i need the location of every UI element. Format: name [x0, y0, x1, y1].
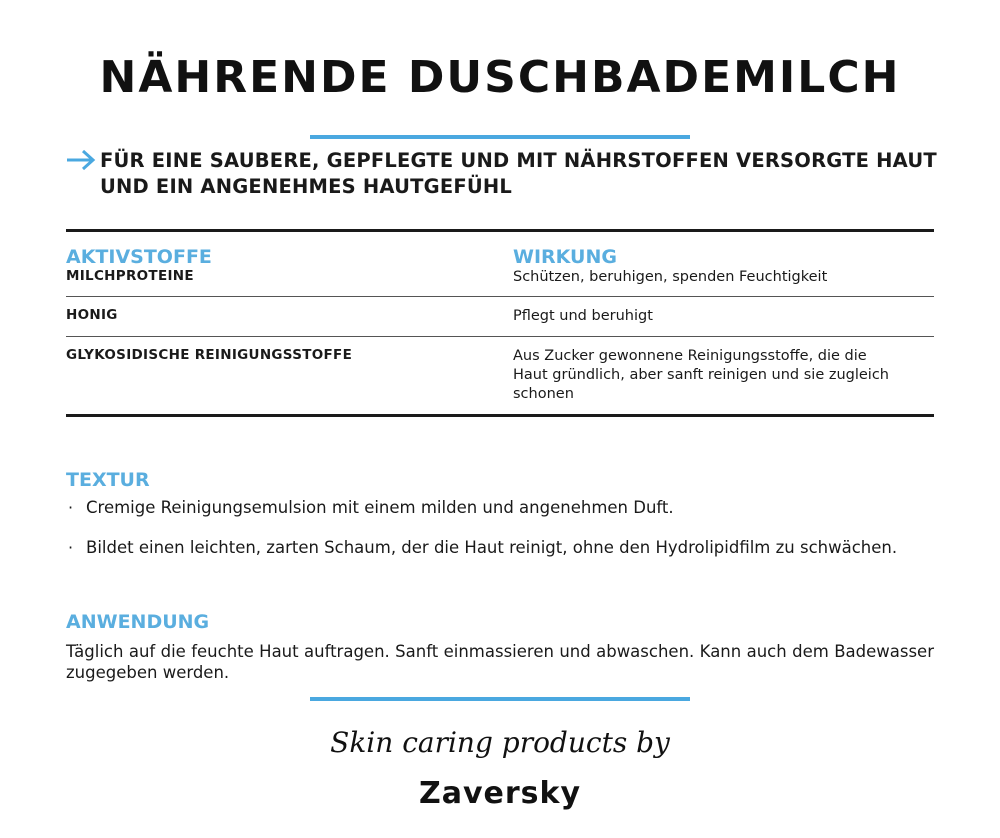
- bottom-divider: [310, 697, 690, 701]
- texture-item-text: Bildet einen leichten, zarten Schaum, der die Haut reinigt, ohne den Hydrolipidfilm zu schwächen.: [86, 538, 898, 557]
- ingredient-effect: Aus Zucker gewonnene Reinigungsstoffe, die die Haut gründlich, aber sanft reinigen und sie zugleich schonen: [513, 348, 890, 402]
- ingredient-name: HONIG: [66, 307, 118, 323]
- ingredients-table: [66, 229, 934, 417]
- bullet-icon: ·: [68, 498, 74, 517]
- usage-heading: ANWENDUNG: [66, 611, 210, 633]
- table-row: [66, 337, 934, 414]
- texture-heading: TEXTUR: [66, 469, 150, 491]
- subtitle: FÜR EINE SAUBERE, GEPFLEGTE UND MIT NÄHRSTOFFEN VERSORGTE HAUT UND EIN ANGENEHMES HAUTGEFÜHL: [100, 149, 937, 198]
- table-row: [66, 266, 934, 297]
- table-row: [66, 297, 934, 337]
- ingredient-name: GLYKOSIDISCHE REINIGUNGSSTOFFE: [66, 347, 353, 363]
- brand-logo: Zaversky: [418, 776, 582, 811]
- table-header: [66, 232, 934, 266]
- list-item: [66, 537, 934, 558]
- list-item: [66, 497, 934, 518]
- column-header-effect: WIRKUNG: [513, 246, 617, 268]
- texture-item-text: Cremige Reinigungsemulsion mit einem milden und angenehmen Duft.: [86, 498, 674, 517]
- usage-text: Täglich auf die feuchte Haut auftragen. Sanft einmassieren und abwaschen. Kann auch dem Badewasser zugegeben werden.: [66, 642, 934, 682]
- texture-list: [66, 497, 934, 577]
- ingredient-effect: Schützen, beruhigen, spenden Feuchtigkeit: [513, 269, 828, 285]
- subtitle-block: [66, 148, 946, 200]
- arrow-right-icon: [66, 148, 96, 172]
- tagline: Skin caring products by: [330, 726, 670, 759]
- column-header-active: AKTIVSTOFFE: [66, 246, 212, 268]
- top-divider: [310, 135, 690, 139]
- ingredient-name: MILCHPROTEINE: [66, 268, 194, 284]
- ingredient-effect: Pflegt und beruhigt: [513, 308, 653, 324]
- page-title: NÄHRENDE DUSCHBADEMILCH: [99, 52, 901, 103]
- bullet-icon: ·: [68, 538, 74, 557]
